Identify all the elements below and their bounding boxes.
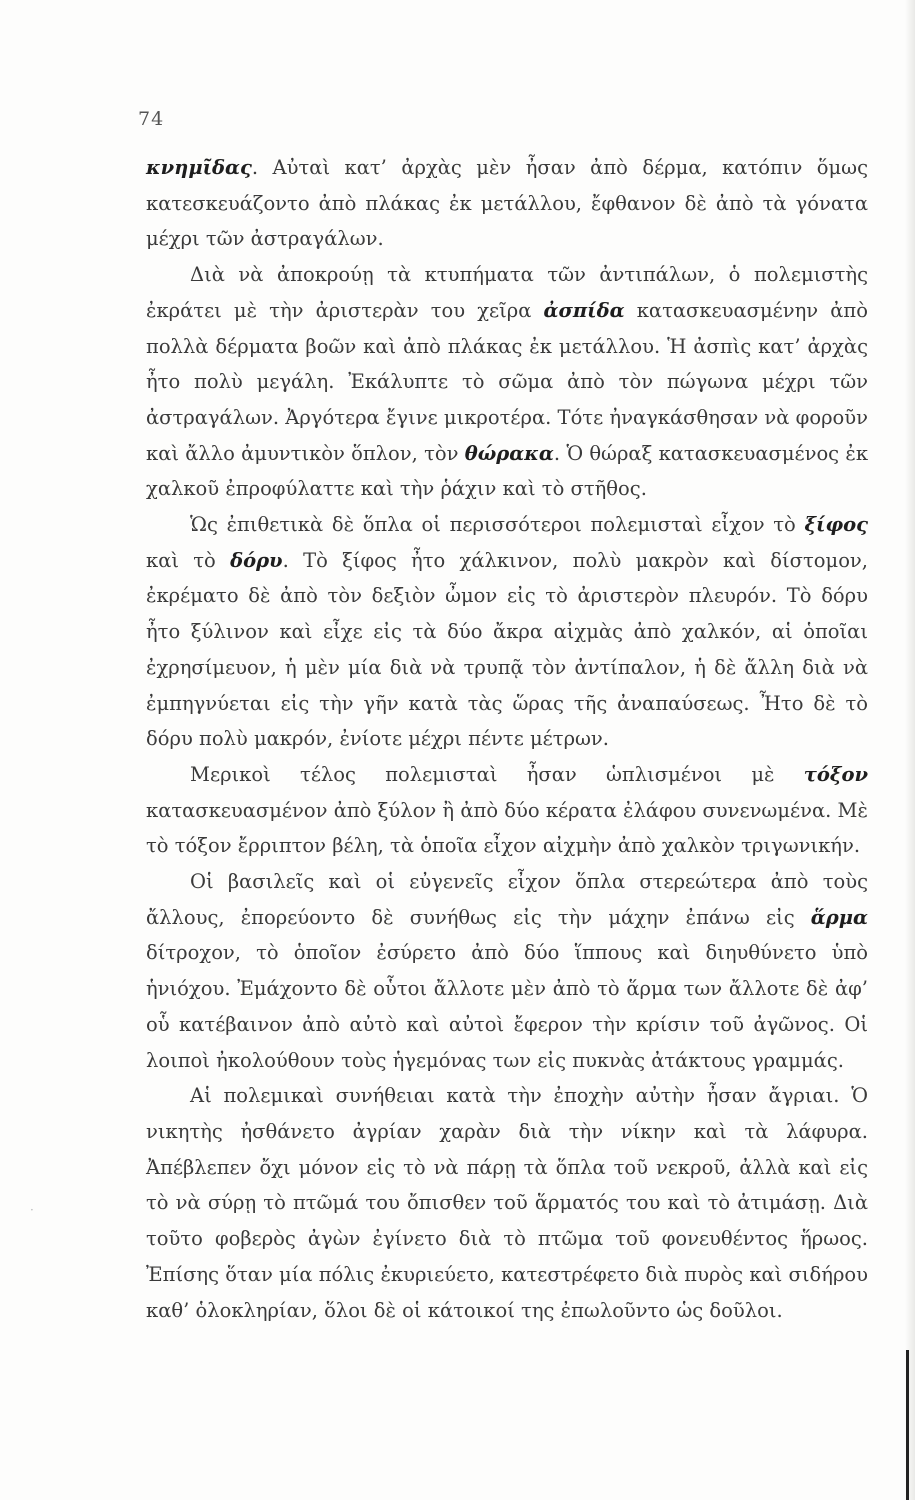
paragraph [146,864,868,1078]
keyword-term: ἀσπίδα [543,298,625,322]
keyword-term: κνημῖδας [146,156,252,179]
paragraph-text: Διὰ νὰ ἀποκρούῃ τὰ κτυπήματα τῶν ἀντιπάλων, ὁ πολεμιστὴς ἐκράτει μὲ τὴν ἀριστερὰν του χεῖρα [146,263,868,322]
paragraph-text: . Αὐταὶ κατ’ ἀρχὰς μὲν ἦσαν ἀπὸ δέρμα, κατόπιν ὅμως κατεσκευάζοντο ἀπὸ πλάκας ἐκ μετάλλου, ἔφθανον δὲ ἀπὸ τὰ γόνατα μέχρι τῶν ἀστραγάλων. [146,156,868,251]
paragraph-text: κατασκευασμένην ἀπὸ πολλὰ δέρματα βοῶν καὶ ἀπὸ πλάκας ἐκ μετάλλου. Ἡ ἀσπὶς κατ’ ἀρχὰς ἦτο πολὺ μεγάλη. Ἐκάλυπτε τὸ σῶμα ἀπὸ τὸν πώγωνα μέχρι τῶν ἀστραγάλων. Ἀργότερα ἔγινε μικροτέρα. Τότε ἠναγκάσθησαν νὰ φοροῦν καὶ ἄλλο ἀμυντικὸν ὅπλον, τὸν [146,298,868,465]
paragraph-text: κατασκευασμένον ἀπὸ ξύλον ἢ ἀπὸ δύο κέρατα ἐλάφου συνενωμένα. Μὲ τὸ τόξον ἔρριπτον βέλη, τὰ ὁποῖα εἶχον αἰχμὴν ἀπὸ χαλκὸν τριγωνικήν. [146,798,868,858]
paragraph [146,757,868,864]
paragraph [146,257,868,507]
binding-edge-line [906,1350,909,1500]
keyword-term: ξίφος [804,513,868,537]
paragraph-text: δίτροχον, τὸ ὁποῖον ἐσύρετο ἀπὸ δύο ἵππους καὶ διηυθύνετο ὑπὸ ἡνιόχου. Ἐμάχοντο δὲ οὗτοι ἄλλοτε μὲν ἀπὸ τὸ ἅρμα των ἄλλοτε δὲ ἀφ’ οὗ κατέβαινον ἀπὸ αὐτὸ καὶ αὐτοὶ ἔφερον τὴν κρίσιν τοῦ ἀγῶνος. Οἱ λοιποὶ ἠκολούθουν τοὺς ἡγεμόνας των εἰς πυκνὰς ἀτάκτους γραμμάς. [146,941,868,1072]
paragraph-text: . Ὁ θώραξ κατασκευασμένος ἐκ χαλκοῦ ἐπροφύλαττε καὶ τὴν ῥάχιν καὶ τὸ στῆθος. [146,441,869,501]
scan-smudge: · [30,1203,34,1217]
paragraph [146,1078,868,1328]
page-number: 74 [138,108,165,130]
paragraph [146,150,868,257]
paragraph-text: καὶ τὸ [146,548,231,572]
keyword-term: θώρακα [464,441,554,465]
page-edge-shadow [905,0,915,1500]
paragraph-text: Αἱ πολεμικαὶ συνήθειαι κατὰ τὴν ἐποχὴν αὐτὴν ἦσαν ἄγριαι. Ὁ νικητὴς ἠσθάνετο ἀγρίαν χαρὰν διὰ τὴν νίκην καὶ τὰ λάφυρα. Ἀπέβλεπεν ὄχι μόνον εἰς τὸ νὰ πάρῃ τὰ ὅπλα τοῦ νεκροῦ, ἀλλὰ καὶ εἰς τὸ νὰ σύρῃ τὸ πτῶμά του ὄπισθεν τοῦ ἅρματός του καὶ τὸ ἀτιμάσῃ. Διὰ τοῦτο φοβερὸς ἀγὼν ἐγίνετο διὰ τὸ πτῶμα τοῦ φονευθέντος ἥρωος. Ἐπίσης ὅταν μία πόλις ἐκυριεύετο, κατεστρέφετο διὰ πυρὸς καὶ σιδήρου καθ’ ὁλοκληρίαν, ὅλοι δὲ οἱ κάτοικοί της ἐπωλοῦντο ὡς δοῦλοι. [146,1084,868,1322]
paragraph-text: Οἱ βασιλεῖς καὶ οἱ εὐγενεῖς εἶχον ὅπλα στερεώτερα ἀπὸ τοὺς ἄλλους, ἐπορεύοντο δὲ συνήθως εἰς τὴν μάχην ἐπάνω εἰς [146,870,868,929]
paragraph-text: . Τὸ ξίφος ἦτο χάλκινον, πολὺ μακρὸν καὶ δίστομον, ἐκρέματο δὲ ἀπὸ τὸν δεξιὸν ὦμον εἰς τὸ ἀριστερὸν πλευρόν. Τὸ δόρυ ἦτο ξύλινον καὶ εἶχε εἰς τὰ δύο ἄκρα αἰχμὰς ἀπὸ χαλκόν, αἱ ὁποῖαι ἐχρησίμευον, ἡ μὲν μία διὰ νὰ τρυπᾷ τὸν ἀντίπαλον, ἡ δὲ ἄλλη διὰ νὰ ἐμπηγνύεται εἰς τὴν γῆν κατὰ τὰς ὥρας τῆς ἀναπαύσεως. Ἦτο δὲ τὸ δόρυ πολὺ μακρόν, ἐνίοτε μέχρι πέντε μέτρων. [146,548,868,751]
keyword-term: τόξον [803,762,868,786]
body-text [146,150,868,1328]
paragraph [146,507,868,757]
paragraph-text: Μερικοὶ τέλος πολεμισταὶ ἦσαν ὡπλισμένοι μὲ [190,762,804,786]
paragraph-text: Ὡς ἐπιθετικὰ δὲ ὅπλα οἱ περισσότεροι πολεμισταὶ εἶχον τὸ [190,513,805,537]
keyword-term: ἅρμα [810,905,868,929]
keyword-term: δόρυ [230,548,283,572]
